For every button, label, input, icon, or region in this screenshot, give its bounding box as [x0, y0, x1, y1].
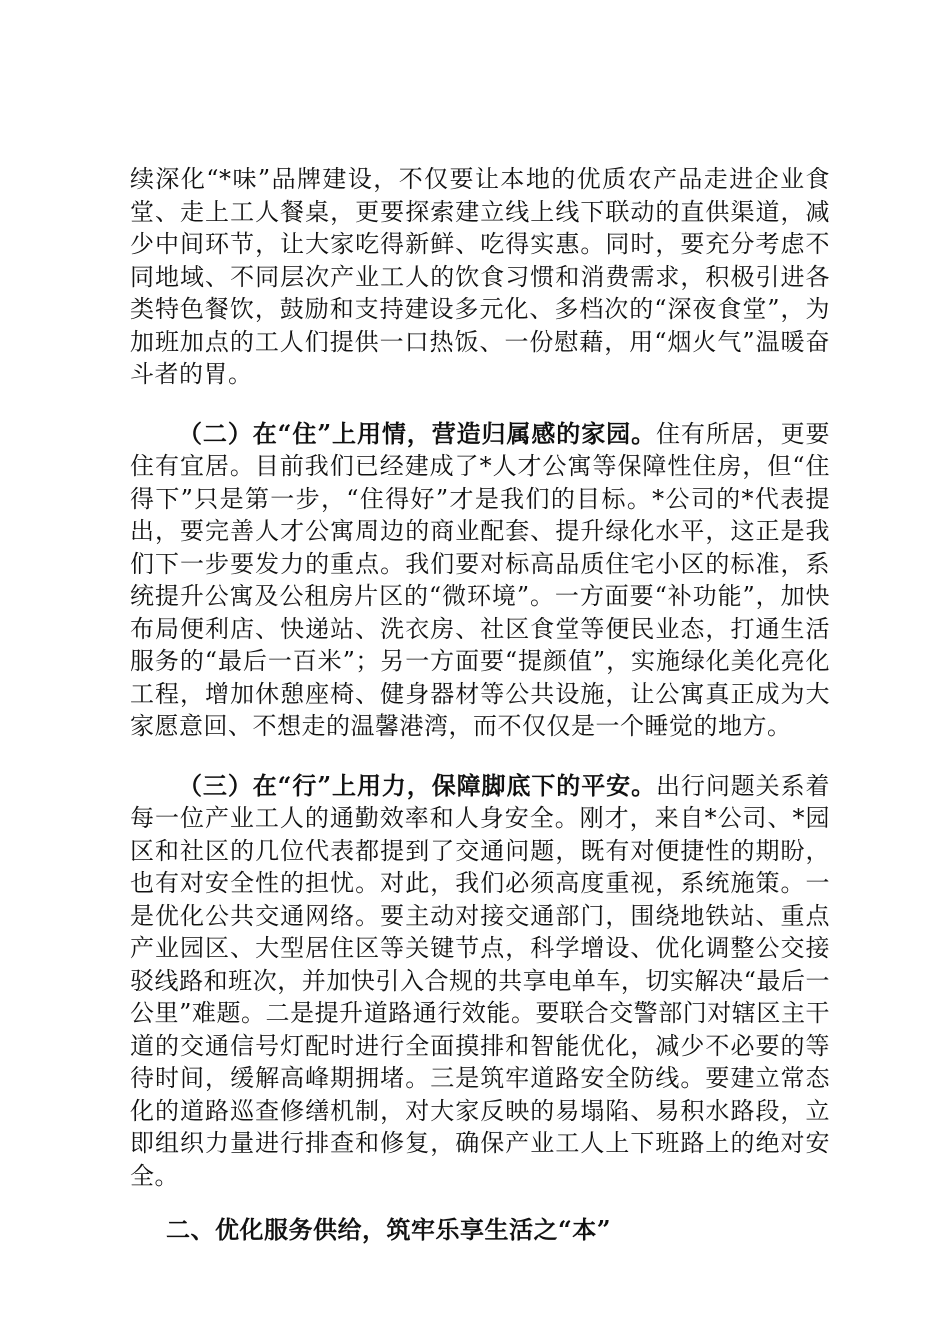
paragraph-heading: （二）在“住”上用情，营造归属感的家园。 — [178, 418, 656, 448]
section-heading: 二、优化服务供给，筑牢乐享生活之“本” — [166, 1215, 612, 1244]
paragraph-heading: （三）在“行”上用力，保障脚底下的平安。 — [178, 770, 656, 800]
paragraph-body: 住有所居，更要住有宜居。目前我们已经建成了*人才公寓等保障性住房，但“住得下”只是第一步，“住得好”才是我们的目标。*公司的*代表提出，要完善人才公寓周边的商业配套、提升绿化水平，这正是我们下一步要发力的重点。我们要对标高品质住宅小区的标准，系统提升公寓及公租房片区的“微环境”。一方面要“补功能”，加快布局便利店、快递站、洗衣房、社区食堂等便民业态，打通生活服务的“最后一百米”；另一方面要“提颜值”，实施绿化美化亮化工程，增加休憩座椅、健身器材等公共设施，让公寓真正成为大家愿意回、不想走的温馨港湾，而不仅仅是一个睡觉的地方。 — [130, 419, 831, 740]
paragraph-food-continued — [130, 163, 830, 391]
paragraph-transport — [130, 770, 830, 1193]
paragraph-body: 出行问题关系着每一位产业工人的通勤效率和人身安全。刚才，来自*公司、*园区和社区的几位代表都提到了交通问题，既有对便捷性的期盼，也有对安全性的担忧。对此，我们必须高度重视，系统施策。一是优化公共交通网络。要主动对接交通部门，围绕地铁站、重点产业园区、大型居住区等关键节点，科学增设、优化调整公交接驳线路和班次，并加快引入合规的共享电单车，切实解决“最后一公里”难题。二是提升道路通行效能。要联合交警部门对辖区主干道的交通信号灯配时进行全面摸排和智能优化，减少不必要的等待时间，缓解高峰期拥堵。三是筑牢道路安全防线。要建立常态化的道路巡查修缮机制，对大家反映的易塌陷、易积水路段，立即组织力量进行排查和修复，确保产业工人上下班路上的绝对安全。 — [130, 771, 831, 1190]
document-page — [130, 163, 830, 1247]
paragraph-housing — [130, 418, 830, 743]
paragraph-body: 续深化“*味”品牌建设，不仅要让本地的优质农产品走进企业食堂、走上工人餐桌，更要探索建立线上线下联动的直供渠道，减少中间环节，让大家吃得新鲜、吃得实惠。同时，要充分考虑不同地域、不同层次产业工人的饮食习惯和消费需求，积极引进各类特色餐饮，鼓励和支持建设多元化、多档次的“深夜食堂”，为加班加点的工人们提供一口热饭、一份慰藉，用“烟火气”温暖奋斗者的胃。 — [130, 165, 830, 388]
